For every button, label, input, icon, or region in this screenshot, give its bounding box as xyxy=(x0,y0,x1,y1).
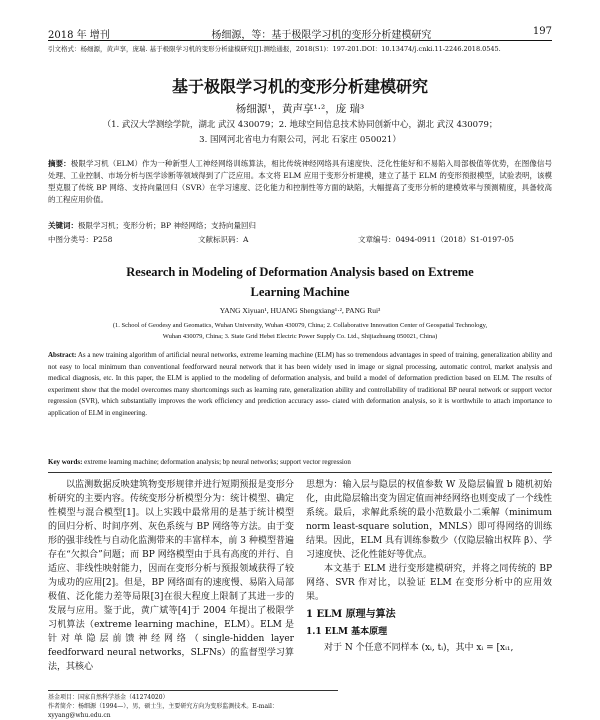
subsection-heading: 1.1 ELM 基本原理 xyxy=(306,627,388,637)
citation-format: 引文格式：杨细源，黄声享，庞瑞. 基于极限学习机的变形分析建模研究[J].测绘通报，2018(S1)：197-201.DOI：10.13474/j.cnki.11-2246.2018.0545. xyxy=(48,45,501,53)
english-abstract-label: Abstract: xyxy=(48,351,77,359)
chinese-title: 基于极限学习机的变形分析建模研究 xyxy=(171,77,428,96)
english-affiliation-line: Wuhan 430079, China; 3. State Grid Hebei Electric Power Supply Co. Ltd., Shijiazhuang 050021, China) xyxy=(162,333,438,340)
body-paragraph: 对于 N 个任意不同样本 (xᵢ, tᵢ)，其中 xᵢ = [xᵢ₁, xyxy=(324,643,514,653)
english-affiliation-line: (1. School of Geodesy and Geomatics, Wuhan University, Wuhan 430079, China; 2. Collaborative Innovation Center of Geospatial Technology, xyxy=(112,322,488,329)
clc-number: 中图分类号：P258 xyxy=(48,235,113,244)
section-divider xyxy=(48,472,552,473)
running-header xyxy=(48,26,552,40)
chinese-keywords xyxy=(48,220,552,231)
chinese-abstract-text: 极限学习机（ELM）作为一种新型人工神经网络训练算法，相比传统神经网络具有速度快、泛化性能好和不易陷入局部极值等优势，在图像信号处理、工业控制、市场分析与医学诊断等领域得到了广泛应用。本文将 ELM 应用于变形分析建模，建立了基于 ELM 的变形预报模型，试验表明，该模型克服了传统 BP 网络、支持向量回归（SVR）在学习速度、泛化能力和控制性等方面的缺陷，大幅提高了变形分析的建模效率与预测精度，具备较高的工程应用价值。 xyxy=(48,159,552,204)
chinese-keywords-text: 极限学习机；变形分析；BP 神经网络；支持向量回归 xyxy=(78,221,256,230)
page-number: 197 xyxy=(532,26,552,37)
english-authors: YANG Xiyuan¹, HUANG Shengxiang¹·², PANG Rui³ xyxy=(219,306,381,315)
chinese-affiliation-line: 3. 国网河北省电力有限公司，河北 石家庄 050021） xyxy=(199,135,401,145)
chinese-keywords-label: 关键词： xyxy=(48,221,78,230)
chinese-abstract-label: 摘要： xyxy=(48,159,71,168)
english-title-line: Learning Machine xyxy=(250,285,350,299)
header-title: 杨细源，等：基于极限学习机的变形分析建模研究 xyxy=(211,30,432,41)
chinese-abstract xyxy=(48,158,552,206)
english-affiliations xyxy=(70,320,530,342)
article-number: 文章编号：0494-0911（2018）S1-0197-05 xyxy=(358,235,514,244)
header-rule xyxy=(48,40,552,41)
english-abstract-text: As a new training algorithm of artificial neural networks, extreme learning machine (ELM) has so tremendous advantages in speed of training, generalization ability and not easy to local minimum than conventional feedforward neural network that it has been widely used in image or signal processing, automatic control, market analysis and medical diagnosis, etc. In this paper, the ELM is applied to the modeling of deformation analysis, and build a model of deformation prediction based on ELM. The results of experiment show that the model overcomes many shortcomings such as learning rate, generalization ability and controllability of traditional BP neural network or support vector regression (SVR), which substantially improves the work efficiency and prediction accuracy asso- ciated with deformation analysis, so it is worthwhile to attach importance to application of ELM in engineering. xyxy=(48,351,552,417)
english-keywords-text: extreme learning machine; deformation analysis; bp neural networks; support vector regression xyxy=(84,458,351,466)
english-title xyxy=(60,262,540,302)
header-year: 2018 年 增刊 xyxy=(48,30,110,41)
fund-note: 基金项目：国家自然科学基金（41274020） xyxy=(48,694,169,701)
author-note: 作者简介：杨细源（1994—），男，硕士生，主要研究方向为变形监测技术。E-mail：xyyang@whu.edu.cn xyxy=(48,703,278,719)
chinese-affiliations xyxy=(70,118,530,148)
section-heading: 1 ELM 原理与算法 xyxy=(306,609,396,620)
english-title-line: Research in Modeling of Deformation Analysis based on Extreme xyxy=(126,265,474,279)
body-right-column xyxy=(306,478,552,655)
chinese-authors: 杨细源¹，黄声享¹·²，庞 瑞³ xyxy=(235,103,365,115)
body-paragraph: 本文基于 ELM 进行变形建模研究，并将之同传统的 BP 网络、SVR 作对比，以验证 ELM 在变形分析中的应用效果。 xyxy=(306,564,552,602)
body-paragraph: 思想为：输入层与隐层的权值参数 W 及隐层偏置 b 随机初始化，由此隐层输出变为固定值而神经网络也则变成了一个线性系统。最后，求解此系统的最小范数最小二乘解（minimum norm least-square solution，MNLS）即可得网络的训练结果。因此，ELM 具有训练参数少（仅隐层输出权阵 β）、学习速度快、泛化性能好等优点。 xyxy=(306,480,552,560)
english-keywords-label: Key words: xyxy=(48,458,83,466)
chinese-affiliation-line: （1. 武汉大学测绘学院，湖北 武汉 430079；2. 地球空间信息技术协同创新中心，湖北 武汉 430079； xyxy=(102,120,498,130)
footnote xyxy=(48,690,338,720)
classification-row xyxy=(48,234,552,245)
body-paragraph: 以监测数据反映建筑物变形规律并进行短期预报是变形分析研究的主要内容。传统变形分析模型分为：统计模型、确定性模型与混合模型[1]。以上实践中最常用的是基于统计模型的回归分析、时间序列、灰色系统与 BP 网络等方法。由于变形的强非线性与自动化监测带来的丰富样本，前 3 种模型普遍存在“欠拟合”问题；而 BP 网络模型由于具有高度的并行、自适应、非线性映射能力，因而在变形分析与预报领域获得了较为成功的应用[2]。但是，BP 网络面有的速度慢、易陷入局部极值、泛化能力差等局限[3]在很大程度上限制了其进一步的发展与应用。鉴于此，黄广斌等[4]于 2004 年提出了极限学习机算法（extreme learning machine，ELM）。ELM 是针对单隐层前馈神经网络（single-hidden layer feedforward neural networks，SLFNs）的监督型学习算法，其核心 xyxy=(48,480,294,672)
english-keywords xyxy=(48,458,552,466)
document-code: 文献标识码：A xyxy=(198,235,249,244)
english-abstract xyxy=(48,350,552,419)
body-left-column xyxy=(48,478,294,674)
